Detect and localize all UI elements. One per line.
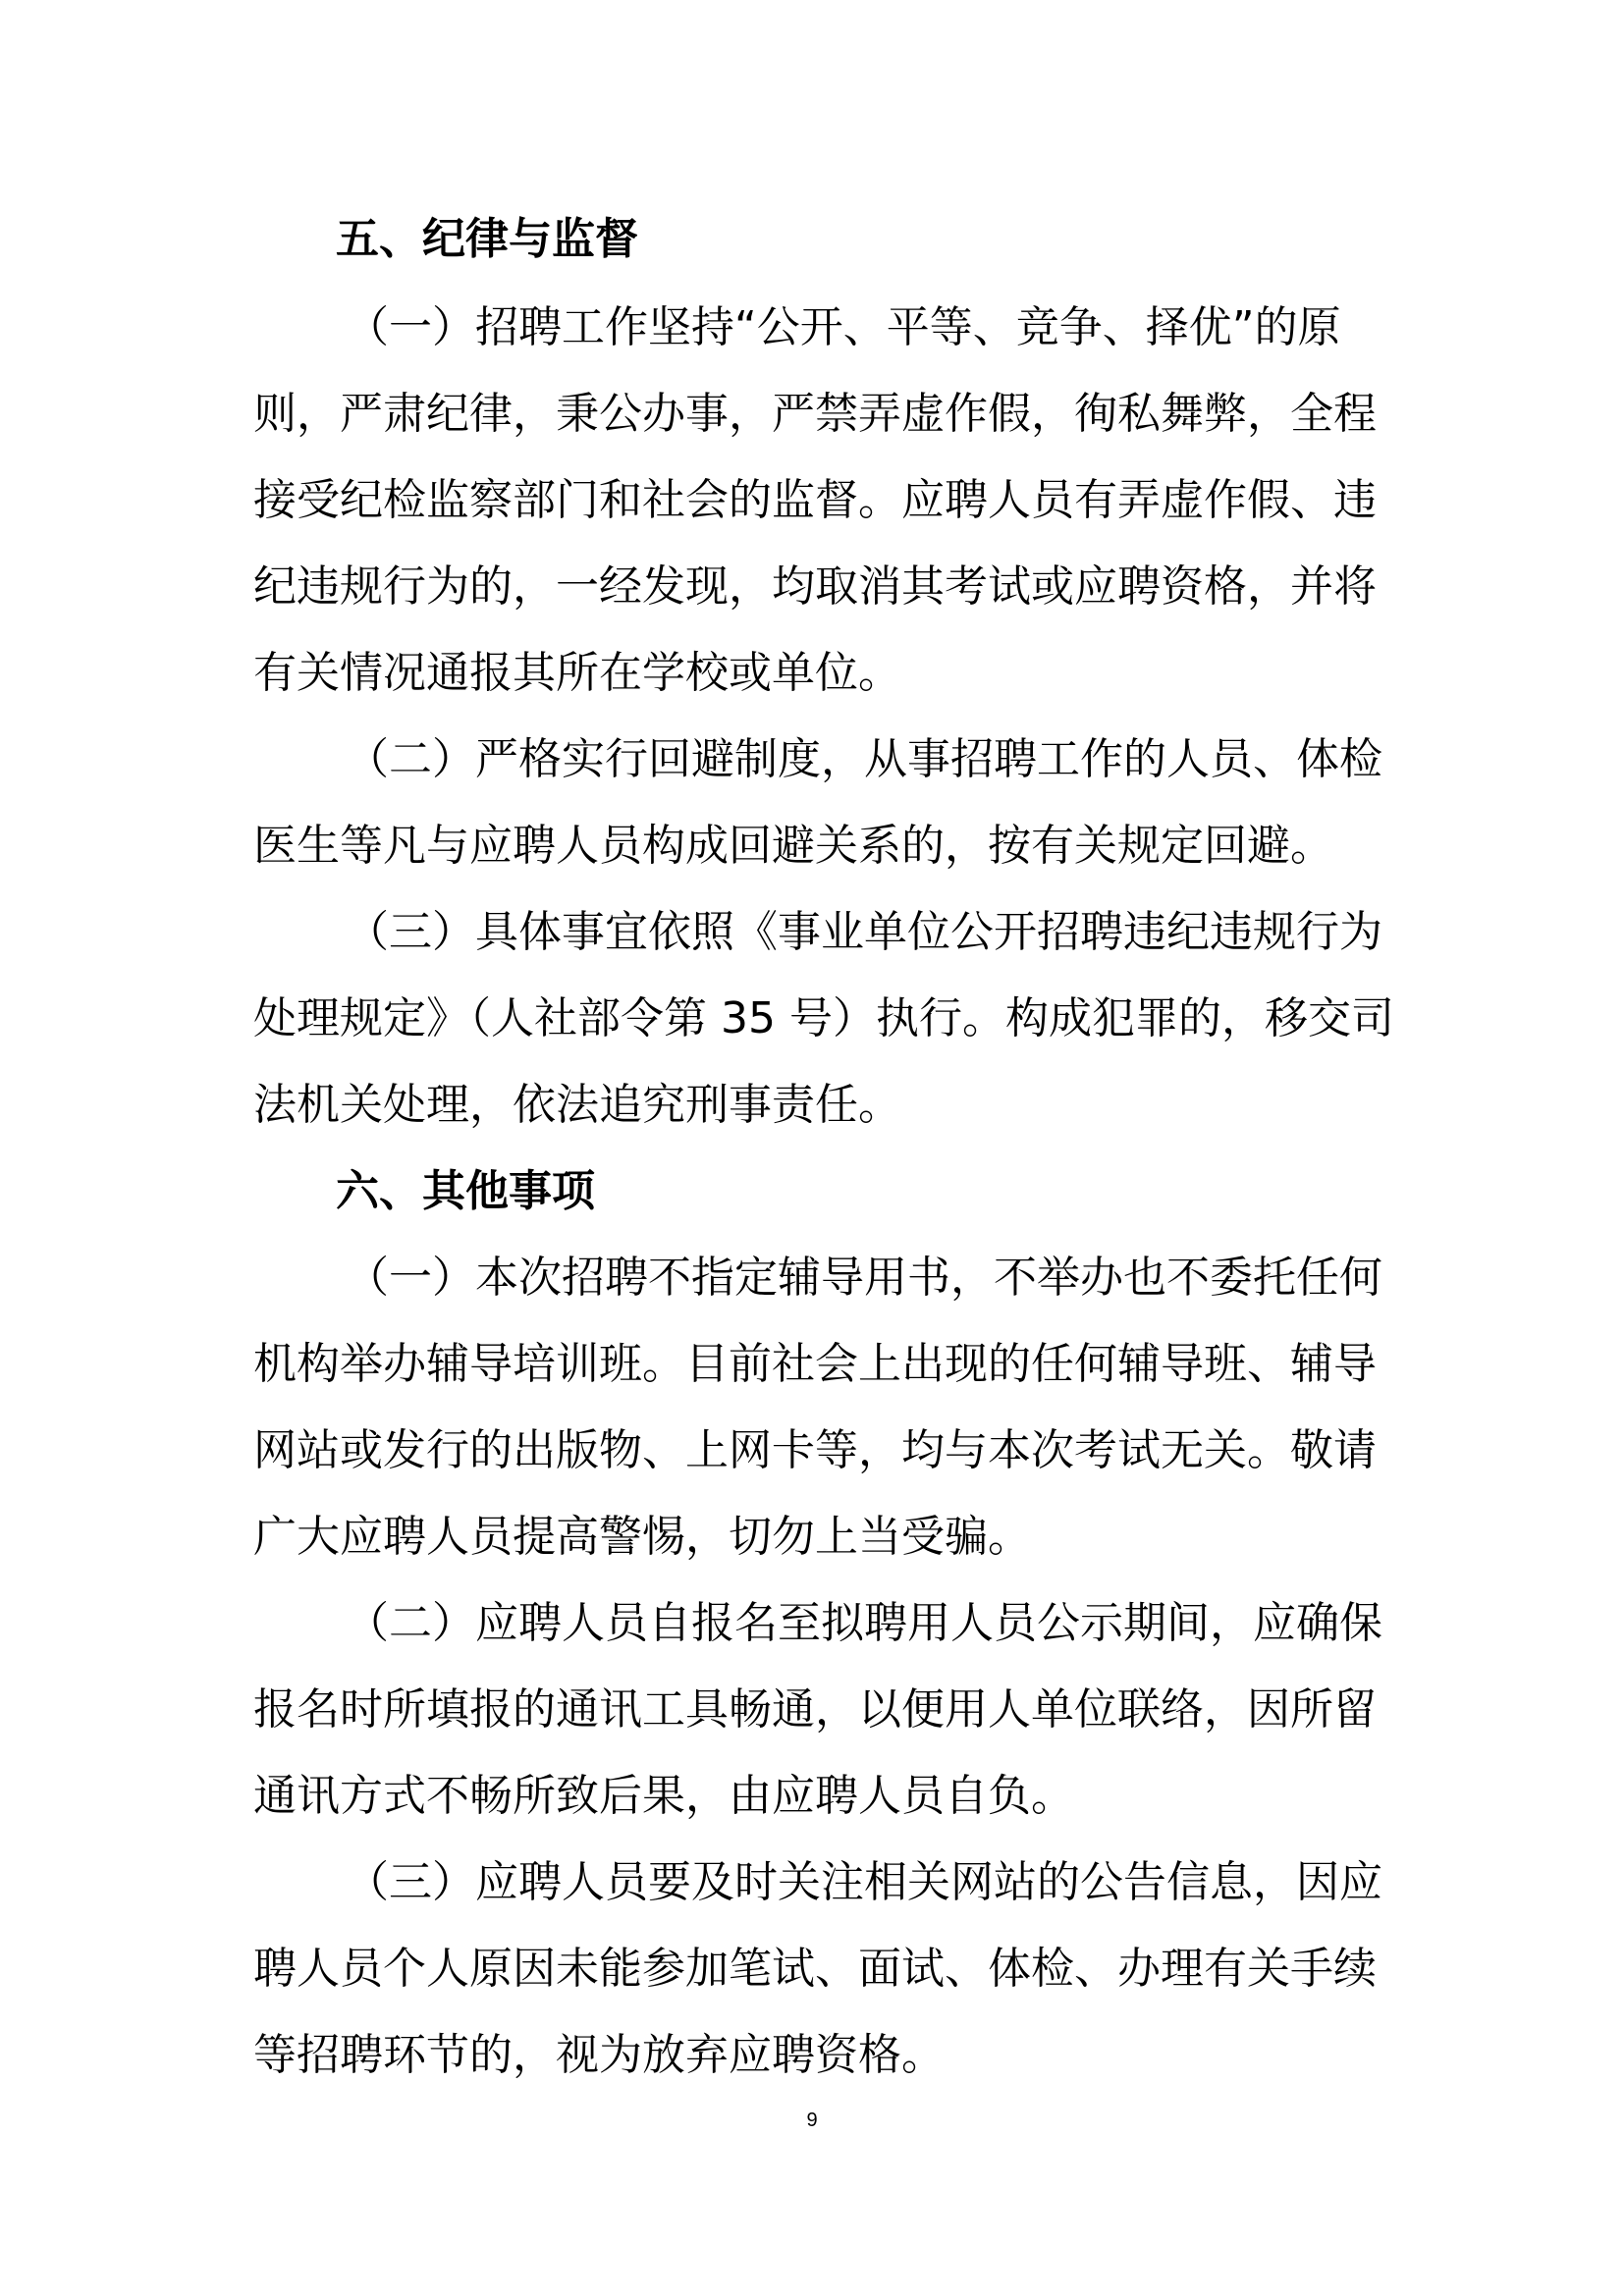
section-5-para-3-line-1: （三）具体事宜依照《事业单位公开招聘违纪违规行为 bbox=[346, 907, 1382, 957]
section-6-para-3-line-1: （三）应聘人员要及时关注相关网站的公告信息，因应 bbox=[346, 1857, 1382, 1907]
section-5-para-1-line-4: 纪违规行为的，一经发现，均取消其考试或应聘资格，并将 bbox=[253, 561, 1377, 612]
section-5-para-1-line-1: （一）招聘工作坚持“公开、平等、竞争、择优”的原 bbox=[346, 302, 1341, 352]
section-5-heading: 五、纪律与监督 bbox=[336, 214, 638, 264]
section-6-para-3-line-2: 聘人员个人原因未能参加笔试、面试、体检、办理有关手续 bbox=[253, 1944, 1377, 1994]
section-6-para-1-line-4: 广大应聘人员提高警惕，切勿上当受骗。 bbox=[253, 1512, 1031, 1562]
section-5-para-1-line-2: 则，严肃纪律，秉公办事，严禁弄虚作假，徇私舞弊，全程 bbox=[253, 389, 1377, 439]
section-6-para-1-line-1: （一）本次招聘不指定辅导用书，不举办也不委托任何 bbox=[346, 1253, 1382, 1303]
section-6-para-3-line-3: 等招聘环节的，视为放弃应聘资格。 bbox=[253, 2030, 945, 2080]
section-6-para-2-line-3: 通讯方式不畅所致后果，由应聘人员自负。 bbox=[253, 1771, 1074, 1821]
section-5-para-1-line-3: 接受纪检监察部门和社会的监督。应聘人员有弄虚作假、违 bbox=[253, 475, 1377, 525]
section-5-para-2-line-1: （二）严格实行回避制度，从事招聘工作的人员、体检 bbox=[346, 734, 1382, 784]
section-6-para-1-line-3: 网站或发行的出版物、上网卡等，均与本次考试无关。敬请 bbox=[253, 1425, 1377, 1475]
section-6-heading: 六、其他事项 bbox=[336, 1166, 595, 1216]
section-6-para-1-line-2: 机构举办辅导培训班。目前社会上出现的任何辅导班、辅导 bbox=[253, 1339, 1377, 1389]
section-5-para-3-line-3: 法机关处理，依法追究刑事责任。 bbox=[253, 1080, 901, 1130]
page-number: 9 bbox=[806, 2109, 818, 2131]
section-6-para-2-line-1: （二）应聘人员自报名至拟聘用人员公示期间，应确保 bbox=[346, 1598, 1382, 1648]
section-5-para-3-line-2: 处理规定》（人社部令第 35 号）执行。构成犯罪的，移交司 bbox=[253, 993, 1394, 1043]
section-5-para-2-line-2: 医生等凡与应聘人员构成回避关系的，按有关规定回避。 bbox=[253, 821, 1333, 871]
section-6-para-2-line-2: 报名时所填报的通讯工具畅通，以便用人单位联络，因所留 bbox=[253, 1684, 1377, 1735]
section-5-para-1-line-5: 有关情况通报其所在学校或单位。 bbox=[253, 648, 901, 698]
